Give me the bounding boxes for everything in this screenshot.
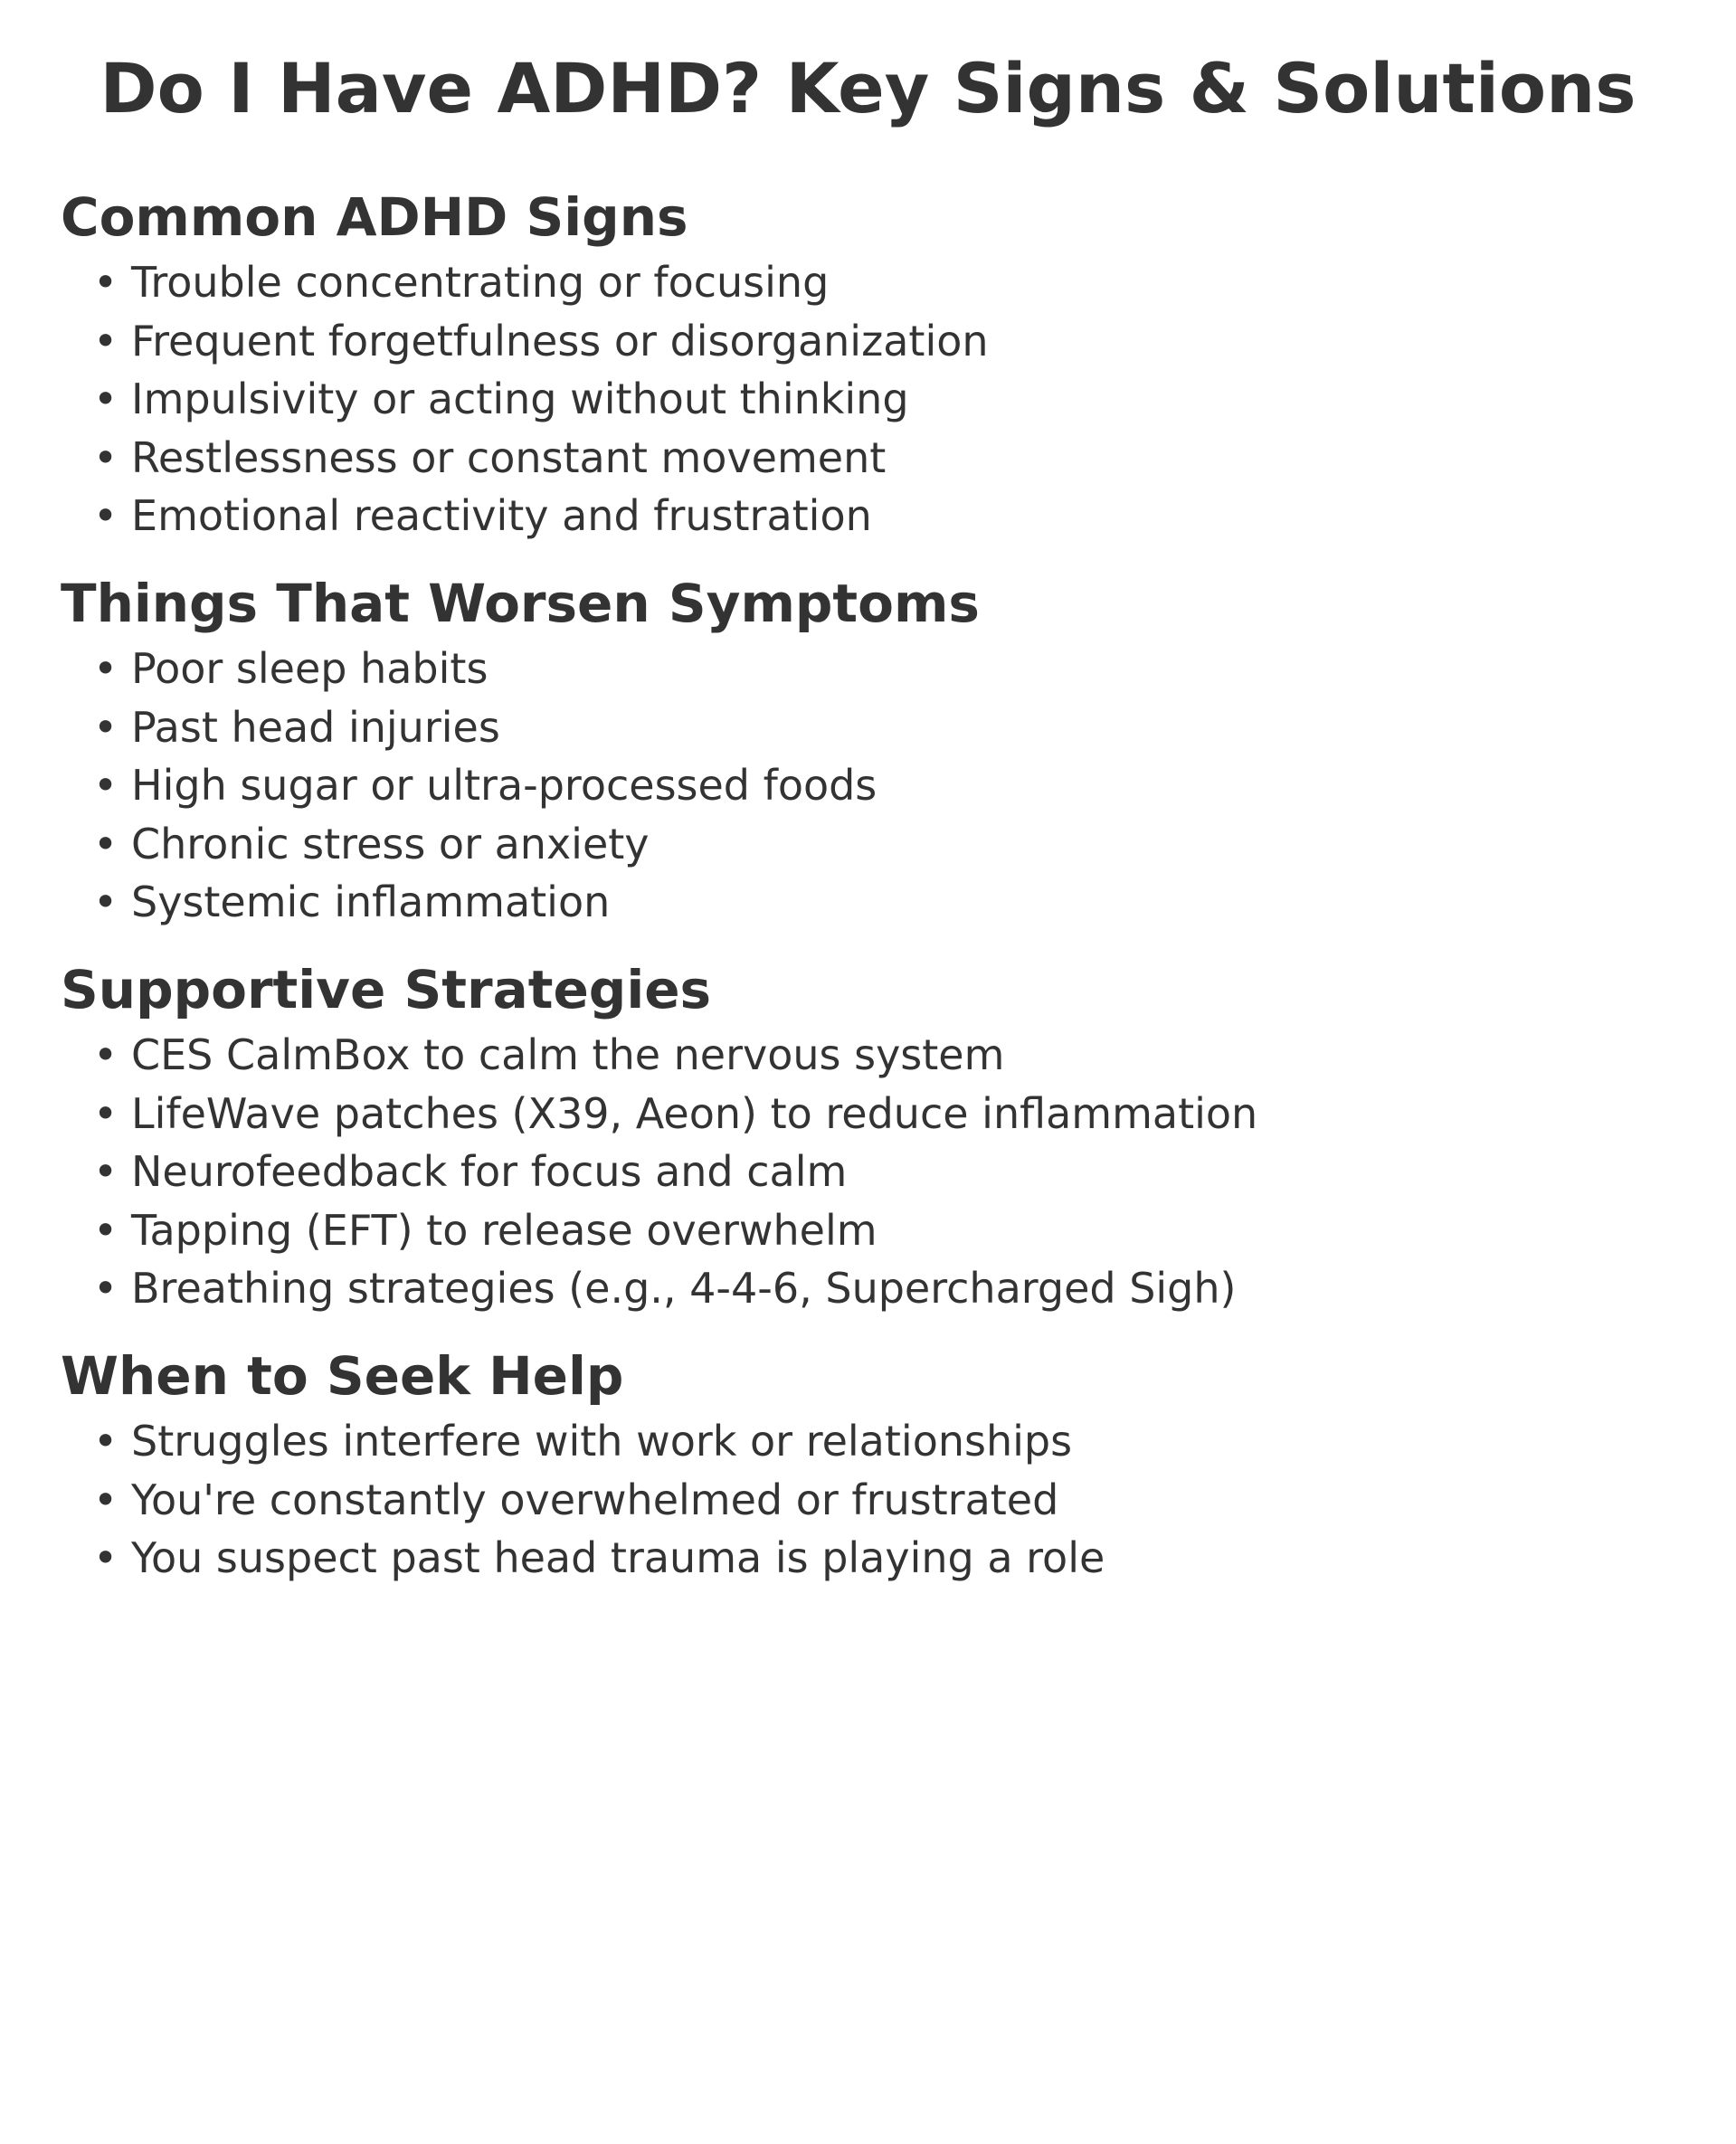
list-item-text: Struggles interfere with work or relationships	[131, 1417, 1073, 1466]
bullet-list	[61, 640, 1671, 932]
list-item-text: You suspect past head trauma is playing a role	[131, 1533, 1105, 1582]
list-item-text: Restlessness or constant movement	[131, 432, 887, 482]
section-common-adhd-signs	[61, 181, 1671, 545]
bullet-icon: •	[93, 258, 119, 307]
bullet-icon: •	[93, 1088, 119, 1138]
list-item	[61, 1529, 1671, 1588]
list-item	[61, 1259, 1671, 1318]
list-item-text: Neurofeedback for focus and calm	[131, 1147, 848, 1196]
bullet-icon: •	[93, 1147, 119, 1196]
list-item	[61, 1085, 1671, 1143]
list-item-text: Past head injuries	[131, 702, 500, 752]
list-item	[61, 1412, 1671, 1471]
list-item-text: LifeWave patches (X39, Aeon) to reduce inflammation	[131, 1088, 1258, 1138]
list-item	[61, 698, 1671, 757]
list-item-text: Emotional reactivity and frustration	[131, 491, 872, 540]
section-heading: Things That Worsen Symptoms	[61, 573, 980, 634]
list-item	[61, 756, 1671, 815]
bullet-icon: •	[93, 432, 119, 482]
list-item	[61, 873, 1671, 932]
list-item	[61, 253, 1671, 312]
section-when-to-seek-help	[61, 1340, 1671, 1588]
section-heading: Common ADHD Signs	[61, 186, 688, 248]
bullet-list	[61, 253, 1671, 545]
list-item	[61, 429, 1671, 488]
bullet-icon: •	[93, 1533, 119, 1582]
bullet-icon: •	[93, 375, 119, 423]
list-item	[61, 1026, 1671, 1085]
section-heading: Supportive Strategies	[61, 959, 712, 1020]
bullet-icon: •	[93, 491, 119, 540]
list-item-text: Tapping (EFT) to release overwhelm	[131, 1205, 877, 1255]
list-item-text: Trouble concentrating or focusing	[131, 258, 830, 307]
section-supportive-strategies	[61, 953, 1671, 1318]
bullet-list	[61, 1412, 1671, 1588]
bullet-icon: •	[93, 702, 119, 752]
list-item-text: Systemic inflammation	[131, 878, 611, 926]
list-item	[61, 1201, 1671, 1260]
list-item-text: Frequent forgetfulness or disorganization	[131, 316, 989, 365]
list-item	[61, 1471, 1671, 1530]
bullet-icon: •	[93, 1205, 119, 1255]
bullet-icon: •	[93, 1417, 119, 1466]
bullet-icon: •	[93, 1030, 119, 1079]
bullet-list	[61, 1026, 1671, 1318]
list-item-text: Breathing strategies (e.g., 4-4-6, Supercharged Sigh)	[131, 1264, 1237, 1313]
list-item	[61, 370, 1671, 429]
section-things-that-worsen-symptoms	[61, 567, 1671, 932]
list-item	[61, 640, 1671, 698]
bullet-icon: •	[93, 878, 119, 926]
list-item-text: Chronic stress or anxiety	[131, 819, 650, 868]
bullet-icon: •	[93, 819, 119, 868]
list-item-text: CES CalmBox to calm the nervous system	[131, 1030, 1005, 1079]
section-heading: When to Seek Help	[61, 1345, 624, 1407]
list-item-text: Poor sleep habits	[131, 644, 489, 693]
list-item-text: High sugar or ultra-processed foods	[131, 761, 877, 810]
bullet-icon: •	[93, 644, 119, 693]
bullet-icon: •	[93, 761, 119, 810]
list-item	[61, 312, 1671, 371]
list-item	[61, 1143, 1671, 1201]
bullet-icon: •	[93, 316, 119, 365]
list-item	[61, 487, 1671, 545]
list-item-text: Impulsivity or acting without thinking	[131, 375, 909, 423]
list-item-text: You're constantly overwhelmed or frustrated	[131, 1475, 1059, 1524]
bullet-icon: •	[93, 1475, 119, 1524]
list-item	[61, 815, 1671, 874]
bullet-icon: •	[93, 1264, 119, 1313]
page-title: Do I Have ADHD? Key Signs & Solutions	[100, 48, 1636, 128]
